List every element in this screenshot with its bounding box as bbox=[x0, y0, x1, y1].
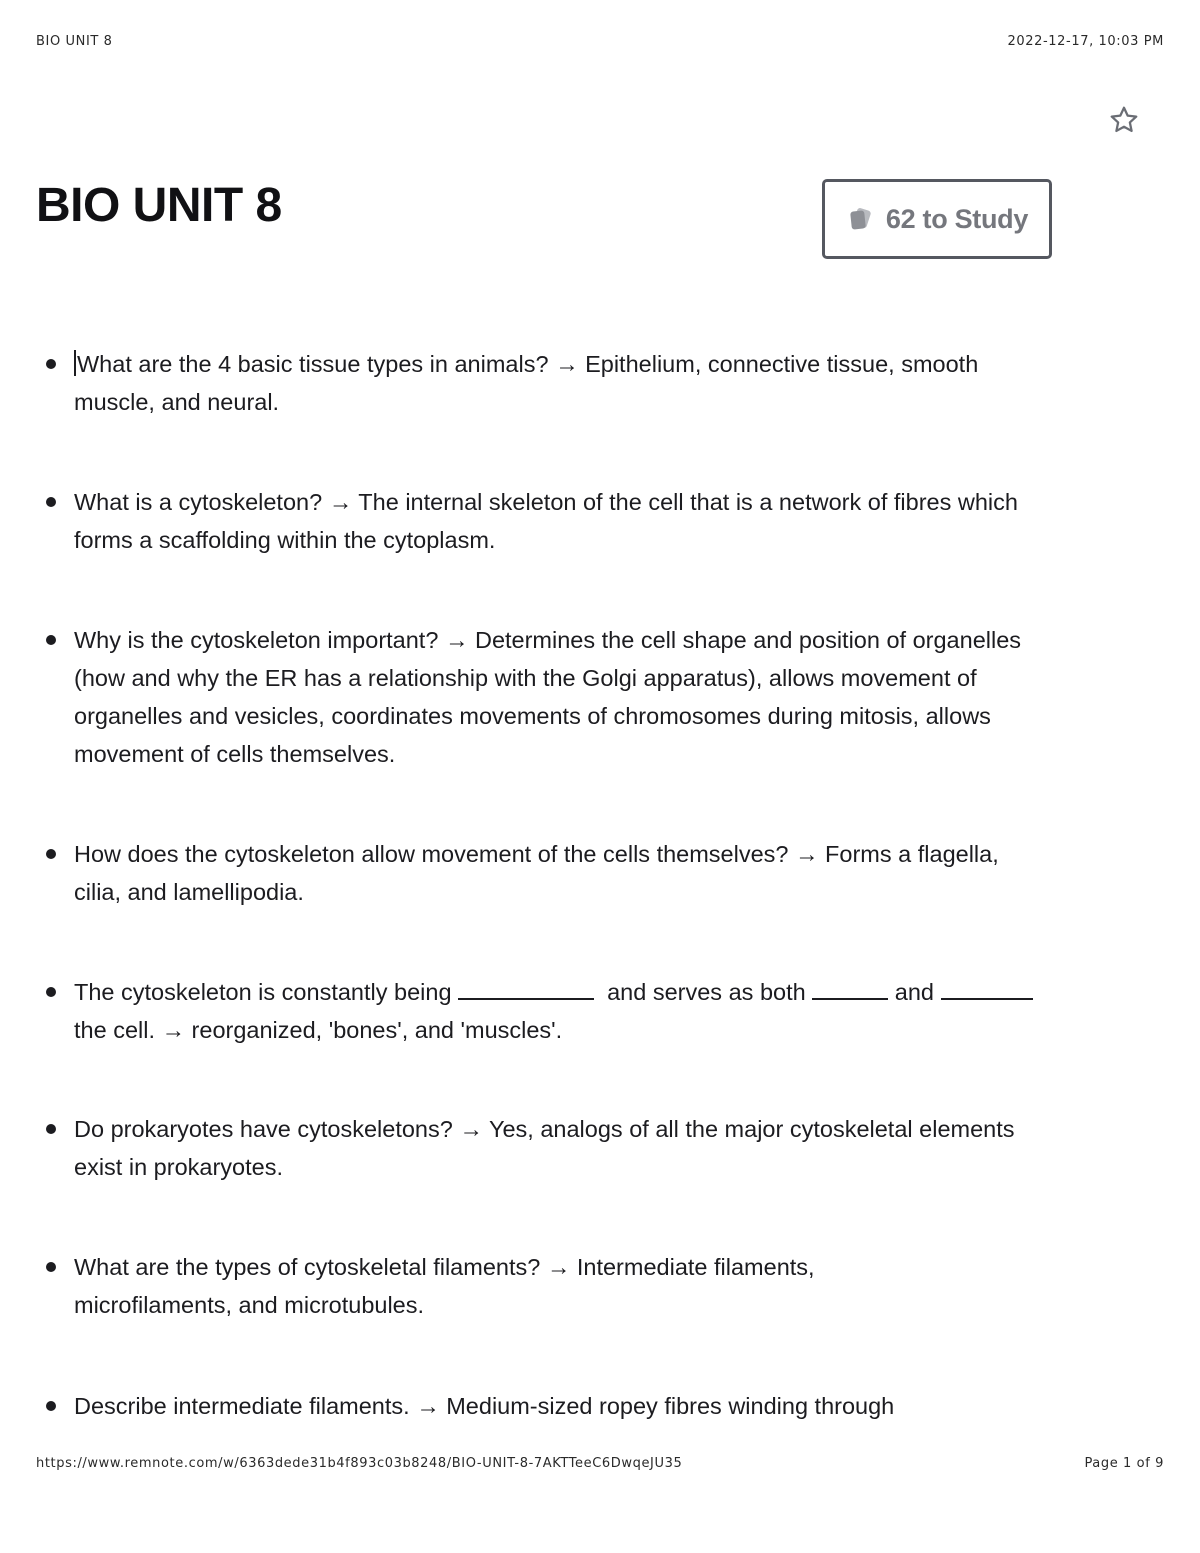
star-outline-icon bbox=[1108, 104, 1140, 136]
bullet-icon[interactable] bbox=[46, 635, 56, 645]
flashcard-item[interactable] bbox=[46, 1387, 1136, 1425]
cloze-blank bbox=[941, 976, 1033, 1000]
favorite-star-button[interactable] bbox=[1106, 102, 1142, 138]
page-title: BIO UNIT 8 bbox=[36, 179, 282, 232]
flashcard-item[interactable] bbox=[46, 835, 1136, 911]
text-cursor bbox=[74, 350, 76, 376]
cloze-text-part: the cell. → reorganized, 'bones', and 'muscles'. bbox=[74, 1017, 563, 1043]
bullet-icon[interactable] bbox=[46, 849, 56, 859]
flashcard-text: What is a cytoskeleton? → The internal skeleton of the cell that is a network of fibres which forms a scaffolding within the cytoplasm. bbox=[74, 489, 1018, 553]
print-header-title: BIO UNIT 8 bbox=[36, 34, 113, 49]
flashcard-text: Why is the cytoskeleton important? → Determines the cell shape and position of organelles (how and why the ER has a relationship with the Golgi apparatus), allows movement of organelles and vesicles, coordinates movements of chromosomes during mitosis, allows movement of cells themselves. bbox=[74, 627, 1022, 767]
flashcard-item[interactable] bbox=[46, 483, 1136, 559]
cloze-text-part: and serves as both bbox=[607, 979, 806, 1005]
print-footer-url: https://www.remnote.com/w/6363dede31b4f893c03b8248/BIO-UNIT-8-7AKTTeeC6DwqeJU35 bbox=[36, 1456, 683, 1471]
cloze-text-part: The cytoskeleton is constantly being bbox=[74, 979, 452, 1005]
cloze-flashcard-text bbox=[74, 973, 1134, 1049]
flashcard-item[interactable] bbox=[46, 1248, 1136, 1324]
cloze-text-part: and bbox=[894, 979, 934, 1005]
bullet-icon[interactable] bbox=[46, 987, 56, 997]
study-button[interactable] bbox=[822, 179, 1052, 259]
flashcard-text: What are the 4 basic tissue types in animals? → Epithelium, connective tissue, smooth muscle, and neural. bbox=[74, 351, 979, 415]
cloze-blank bbox=[812, 976, 888, 1000]
flashcard-text: Describe intermediate filaments. → Medium-sized ropey fibres winding through bbox=[74, 1393, 895, 1419]
flashcard-text: What are the types of cytoskeletal filaments? → Intermediate filaments, microfilaments, and microtubules. bbox=[74, 1254, 815, 1318]
flashcards-icon bbox=[846, 205, 874, 233]
cloze-blank bbox=[458, 976, 594, 1000]
bullet-icon[interactable] bbox=[46, 1262, 56, 1272]
flashcard-text: Do prokaryotes have cytoskeletons? → Yes, analogs of all the major cytoskeletal elements exist in prokaryotes. bbox=[74, 1116, 1015, 1180]
flashcard-item[interactable] bbox=[46, 345, 1136, 421]
flashcard-item[interactable] bbox=[46, 1110, 1136, 1186]
print-footer-page-number: Page 1 of 9 bbox=[1084, 1456, 1164, 1471]
bullet-icon[interactable] bbox=[46, 497, 56, 507]
bullet-icon[interactable] bbox=[46, 359, 56, 369]
print-header-timestamp: 2022-12-17, 10:03 PM bbox=[1007, 34, 1164, 49]
flashcard-item[interactable] bbox=[46, 973, 1136, 1049]
flashcard-item[interactable] bbox=[46, 621, 1136, 773]
bullet-icon[interactable] bbox=[46, 1124, 56, 1134]
flashcard-text: How does the cytoskeleton allow movement of the cells themselves? → Forms a flagella, cilia, and lamellipodia. bbox=[74, 841, 999, 905]
bullet-icon[interactable] bbox=[46, 1401, 56, 1411]
study-count-label: 62 to Study bbox=[885, 203, 1029, 234]
